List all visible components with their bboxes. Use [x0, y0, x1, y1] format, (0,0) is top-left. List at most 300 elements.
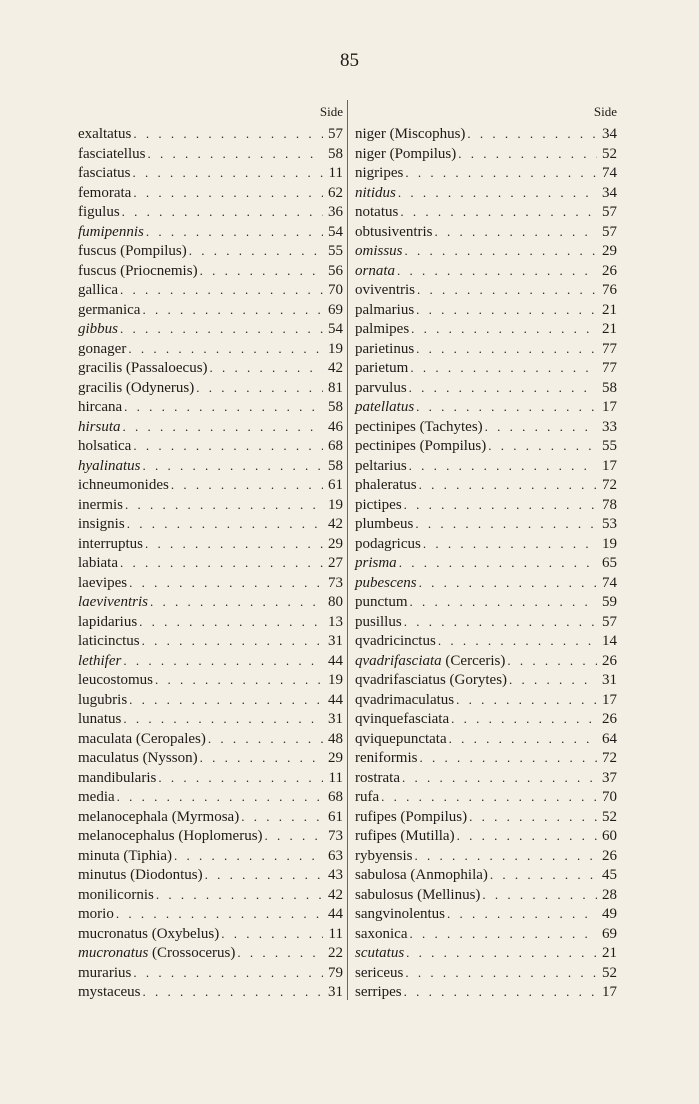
entry-page-number: 49 — [602, 906, 617, 922]
index-entry — [355, 690, 617, 710]
dot-leader — [417, 280, 597, 300]
entry-page-number: 52 — [602, 145, 617, 162]
entry-page-number: 17 — [602, 984, 617, 1000]
index-entry — [355, 456, 617, 476]
dot-leader — [419, 748, 597, 768]
entry-page-number: 19 — [328, 340, 343, 357]
entry-name: germanica — [78, 301, 141, 318]
entry-page-number: 22 — [328, 945, 343, 961]
column-header: Side — [319, 104, 343, 119]
entry-page-number: 44 — [328, 652, 343, 669]
entry-page-number: 78 — [602, 496, 617, 513]
dot-leader — [456, 690, 597, 710]
entry-page-number: 68 — [328, 438, 343, 454]
entry-name — [355, 574, 417, 594]
index-entry — [78, 943, 343, 963]
entry-page-number: 77 — [602, 360, 617, 376]
entry-name: podagricus — [355, 535, 421, 552]
dot-leader — [381, 787, 597, 807]
entry-name: oviventris — [355, 282, 415, 298]
entry-name-italic: prisma — [355, 555, 397, 571]
index-entry — [355, 963, 617, 983]
entry-page-number: 11 — [328, 165, 343, 181]
index-entry — [355, 846, 617, 866]
index-entry — [78, 729, 343, 749]
entry-name: ichneumonides — [78, 477, 169, 493]
entry-name: exaltatus — [78, 126, 132, 142]
entry-page-number: 59 — [602, 594, 617, 610]
entry-page-number: 21 — [602, 301, 617, 318]
entry-name: pictipes — [355, 496, 402, 513]
entry-name: qvadrimaculatus — [355, 691, 455, 708]
entry-name: qvinquefasciata — [355, 711, 450, 727]
entry-page-number: 31 — [328, 711, 343, 727]
dot-leader — [156, 885, 323, 905]
index-entry — [355, 787, 617, 807]
dot-leader — [120, 319, 323, 339]
index-entry — [78, 651, 343, 671]
entry-name: pectinipes (Tachytes) — [355, 418, 483, 435]
index-entry — [78, 495, 343, 515]
entry-name: lunatus — [78, 711, 122, 727]
column-divider — [347, 100, 348, 1000]
dot-leader — [122, 202, 323, 222]
dot-leader — [467, 124, 597, 144]
dot-leader — [132, 163, 323, 183]
entry-name: rufipes (Mutilla) — [355, 828, 455, 844]
dot-leader — [120, 280, 323, 300]
entry-page-number: 76 — [602, 282, 617, 298]
index-entry — [78, 397, 343, 417]
entry-page-number: 31 — [602, 672, 617, 688]
index-entry — [355, 475, 617, 495]
entry-page-number: 70 — [328, 282, 343, 298]
entry-page-number: 29 — [328, 535, 343, 552]
index-entry — [78, 826, 343, 846]
entry-page-number: 34 — [602, 126, 617, 142]
index-entry — [355, 982, 617, 1002]
entry-page-number: 74 — [602, 165, 617, 181]
entry-name: rufipes (Pompilus) — [355, 808, 468, 825]
index-entry — [78, 963, 343, 983]
entry-page-number: 72 — [602, 477, 617, 493]
entry-page-number: 33 — [602, 418, 617, 435]
entry-page-number: 31 — [328, 984, 343, 1000]
entry-name: serripes — [355, 984, 402, 1000]
dot-leader — [123, 417, 323, 437]
entry-name: rufa — [355, 789, 380, 805]
entry-page-number: 54 — [328, 223, 343, 240]
index-entry — [78, 475, 343, 495]
entry-name: parietinus — [355, 340, 415, 357]
entry-name: mandibularis — [78, 769, 157, 786]
index-entry — [78, 222, 343, 242]
entry-page-number: 36 — [328, 204, 343, 220]
entry-name: melanocephalus (Hoplomerus) — [78, 828, 263, 844]
index-entry — [355, 651, 617, 671]
entry-page-number: 73 — [328, 828, 343, 844]
entry-name — [78, 320, 118, 340]
entry-page-number: 27 — [328, 555, 343, 571]
dot-leader — [398, 183, 597, 203]
dot-leader — [155, 670, 323, 690]
entry-page-number: 65 — [602, 555, 617, 571]
dot-leader — [416, 397, 597, 417]
entry-name — [78, 418, 121, 438]
entry-name: hircana — [78, 399, 123, 415]
entry-page-number: 31 — [328, 633, 343, 649]
entry-name: minutus (Diodontus) — [78, 867, 203, 883]
entry-page-number: 61 — [328, 477, 343, 493]
entry-name: maculatus (Nysson) — [78, 750, 198, 766]
entry-page-number: 21 — [602, 945, 617, 961]
entry-name: gracilis (Odynerus) — [78, 379, 195, 396]
index-entry — [355, 339, 617, 359]
index-entry — [78, 807, 343, 827]
entry-name: figulus — [78, 204, 120, 220]
entry-name: leucostomus — [78, 672, 153, 688]
entry-name: saxonica — [355, 925, 408, 942]
index-entry — [355, 183, 617, 203]
dot-leader — [458, 144, 597, 164]
index-entry — [78, 144, 343, 164]
entry-name-italic: patellatus — [355, 399, 415, 415]
dot-leader — [419, 573, 597, 593]
entry-name: plumbeus — [355, 516, 414, 532]
entry-name: rybyensis — [355, 847, 413, 864]
dot-leader — [210, 358, 323, 378]
entry-page-number: 45 — [602, 867, 617, 883]
entry-name: nigripes — [355, 165, 404, 181]
entry-page-number: 58 — [602, 379, 617, 396]
index-entry — [78, 768, 343, 788]
dot-leader — [123, 651, 323, 671]
entry-name — [355, 184, 396, 204]
entry-page-number: 29 — [328, 750, 343, 766]
entry-page-number: 61 — [328, 808, 343, 825]
entry-page-number: 69 — [602, 925, 617, 942]
index-entry — [355, 592, 617, 612]
index-entry — [355, 612, 617, 632]
entry-name: sabulosus (Mellinus) — [355, 886, 481, 903]
entry-name-italic: nitidus — [355, 184, 396, 201]
index-entry — [355, 222, 617, 242]
entry-page-number: 69 — [328, 301, 343, 318]
entry-name: maculata (Ceropales) — [78, 730, 206, 747]
dot-leader — [405, 241, 597, 261]
dot-leader — [410, 358, 597, 378]
dot-leader — [419, 475, 597, 495]
index-entry — [78, 339, 343, 359]
entry-page-number: 42 — [328, 886, 343, 903]
entry-name: qvadrifasciatus (Gorytes) — [355, 672, 508, 688]
entry-name: lugubris — [78, 691, 128, 708]
index-entry — [355, 436, 617, 456]
index-entry — [355, 631, 617, 651]
dot-leader — [142, 631, 323, 651]
entry-page-number: 54 — [328, 321, 343, 337]
dot-leader — [147, 144, 323, 164]
entry-name: punctum — [355, 594, 408, 610]
entry-page-number: 44 — [328, 906, 343, 922]
entry-name: fuscus (Priocnemis) — [78, 262, 198, 279]
index-entry — [355, 163, 617, 183]
index-entry — [355, 358, 617, 378]
dot-leader — [416, 339, 597, 359]
dot-leader — [123, 709, 323, 729]
index-entry — [355, 865, 617, 885]
dot-leader — [415, 846, 598, 866]
dot-leader — [146, 222, 323, 242]
entry-name — [355, 262, 395, 282]
entry-page-number: 58 — [328, 457, 343, 474]
index-entry — [78, 417, 343, 437]
dot-leader — [507, 651, 597, 671]
entry-name: reniformis — [355, 750, 418, 766]
index-entry — [355, 709, 617, 729]
entry-name: monilicornis — [78, 886, 154, 903]
entry-page-number: 58 — [328, 399, 343, 415]
dot-leader — [200, 261, 323, 281]
dot-leader — [509, 670, 597, 690]
entry-name-italic: pubescens — [355, 574, 417, 591]
entry-page-number: 57 — [602, 204, 617, 220]
entry-page-number: 17 — [602, 399, 617, 415]
index-entry — [78, 573, 343, 593]
entry-page-number: 52 — [602, 964, 617, 981]
entry-name: murarius — [78, 964, 132, 981]
dot-leader — [423, 534, 597, 554]
index-column-right — [355, 100, 617, 1002]
index-entry — [78, 358, 343, 378]
entry-name: morio — [78, 906, 114, 922]
dot-leader — [406, 943, 597, 963]
entry-page-number: 62 — [328, 184, 343, 201]
dot-leader — [117, 787, 323, 807]
index-entry — [355, 534, 617, 554]
entry-name: labiata — [78, 555, 118, 571]
index-entry — [355, 573, 617, 593]
entry-name: melanocephala (Myrmosa) — [78, 808, 240, 825]
entry-name: obtusiventris — [355, 223, 433, 240]
entry-page-number: 13 — [328, 613, 343, 630]
dot-leader — [139, 612, 323, 632]
entry-name-italic: lethifer — [78, 652, 122, 669]
index-entry — [78, 261, 343, 281]
entry-name: peltarius — [355, 457, 407, 474]
index-entry — [78, 787, 343, 807]
index-entry — [78, 904, 343, 924]
entry-page-number: 14 — [602, 633, 617, 649]
entry-page-number: 63 — [328, 847, 343, 864]
index-entry — [78, 163, 343, 183]
index-entry — [355, 124, 617, 144]
entry-page-number: 73 — [328, 574, 343, 591]
dot-leader — [200, 748, 323, 768]
index-entry — [355, 144, 617, 164]
entry-name: parietum — [355, 360, 409, 376]
index-entry — [78, 885, 343, 905]
index-entry — [78, 436, 343, 456]
index-entry — [78, 865, 343, 885]
index-entry — [355, 826, 617, 846]
entry-name: pectinipes (Pompilus) — [355, 438, 487, 454]
entry-name: sabulosa (Anmophila) — [355, 867, 488, 883]
entry-page-number: 34 — [602, 184, 617, 201]
dot-leader — [397, 261, 597, 281]
entry-name — [355, 554, 397, 574]
index-entry — [78, 280, 343, 300]
dot-leader — [128, 339, 323, 359]
index-entry — [78, 202, 343, 222]
entry-name-qualifier: (Cerceris) — [441, 652, 506, 669]
entry-name: sericeus — [355, 964, 404, 981]
entry-name: gracilis (Passaloecus) — [78, 360, 208, 376]
entry-name: palmarius — [355, 301, 415, 318]
index-entry — [355, 904, 617, 924]
entry-name-italic: laeviventris — [78, 594, 148, 610]
index-entry — [78, 378, 343, 398]
entry-page-number: 57 — [602, 613, 617, 630]
dot-leader — [127, 514, 323, 534]
entry-name-italic: ornata — [355, 262, 396, 279]
dot-leader — [205, 865, 323, 885]
dot-leader — [143, 456, 324, 476]
entry-page-number: 21 — [602, 321, 617, 337]
entry-name — [355, 398, 414, 418]
index-entry — [355, 300, 617, 320]
dot-leader — [171, 475, 323, 495]
dot-leader — [129, 573, 323, 593]
dot-leader — [410, 592, 598, 612]
index-entry — [78, 300, 343, 320]
entry-page-number: 26 — [602, 262, 617, 279]
entry-name-italic: qvadrifasciata — [355, 652, 442, 669]
dot-leader — [438, 631, 597, 651]
index-entry — [78, 553, 343, 573]
entry-name: sangvinolentus — [355, 906, 445, 922]
entry-name: laevipes — [78, 574, 128, 591]
entry-name: lapidarius — [78, 613, 138, 630]
dot-leader — [237, 943, 323, 963]
entry-page-number: 53 — [602, 516, 617, 532]
entry-name: palmipes — [355, 321, 410, 337]
entry-name-italic: scutatus — [355, 945, 405, 961]
index-entry — [355, 319, 617, 339]
entry-page-number: 17 — [602, 457, 617, 474]
entry-page-number: 26 — [602, 847, 617, 864]
index-entry — [355, 495, 617, 515]
entry-name-italic: hyalinatus — [78, 457, 141, 474]
entry-name — [78, 652, 121, 672]
index-entry — [78, 924, 343, 944]
entry-name: mucronatus (Oxybelus) — [78, 925, 220, 942]
dot-leader — [405, 163, 597, 183]
index-entry — [355, 378, 617, 398]
entry-page-number: 19 — [328, 496, 343, 513]
entry-page-number: 26 — [602, 652, 617, 669]
entry-page-number: 44 — [328, 691, 343, 708]
dot-leader — [409, 456, 597, 476]
dot-leader — [435, 222, 598, 242]
entry-name-italic: gibbus — [78, 321, 119, 337]
dot-leader — [447, 904, 597, 924]
entry-name — [355, 652, 505, 672]
dot-leader — [142, 982, 323, 1002]
dot-leader — [189, 241, 323, 261]
entry-page-number: 68 — [328, 789, 343, 805]
dot-leader — [451, 709, 597, 729]
entry-page-number: 57 — [602, 223, 617, 240]
index-entry — [78, 670, 343, 690]
entry-list — [78, 124, 343, 1002]
entry-name — [355, 242, 403, 262]
dot-leader — [133, 183, 323, 203]
entry-page-number: 55 — [328, 243, 343, 259]
dot-leader — [482, 885, 597, 905]
entry-name-italic: fumipennis — [78, 223, 144, 240]
entry-name — [78, 944, 235, 964]
entry-name: pusillus — [355, 613, 402, 630]
entry-page-number: 81 — [328, 379, 343, 396]
dot-leader — [241, 807, 323, 827]
dot-leader — [404, 495, 597, 515]
entry-page-number: 77 — [602, 340, 617, 357]
dot-leader — [221, 924, 323, 944]
entry-page-number: 46 — [328, 418, 343, 435]
dot-leader — [409, 378, 597, 398]
index-entry — [78, 319, 343, 339]
dot-leader — [404, 982, 597, 1002]
index-entry — [355, 885, 617, 905]
dot-leader — [265, 826, 323, 846]
index-entry — [355, 280, 617, 300]
entry-page-number: 26 — [602, 711, 617, 727]
entry-page-number: 52 — [602, 808, 617, 825]
entry-page-number: 60 — [602, 828, 617, 844]
index-entry — [78, 982, 343, 1002]
dot-leader — [150, 592, 323, 612]
dot-leader — [142, 300, 323, 320]
entry-page-number: 48 — [328, 730, 343, 747]
dot-leader — [409, 924, 597, 944]
entry-page-number: 43 — [328, 867, 343, 883]
entry-name: laticinctus — [78, 633, 140, 649]
entry-page-number: 56 — [328, 262, 343, 279]
dot-leader — [415, 514, 597, 534]
entry-name: fasciatus — [78, 165, 131, 181]
entry-name: femorata — [78, 184, 132, 201]
index-entry — [355, 417, 617, 437]
index-entry — [355, 748, 617, 768]
index-entry — [355, 924, 617, 944]
entry-name: niger (Pompilus) — [355, 145, 457, 162]
dot-leader — [133, 124, 323, 144]
entry-name: inermis — [78, 496, 123, 513]
index-entry — [78, 592, 343, 612]
entry-page-number: 58 — [328, 145, 343, 162]
entry-name: mystaceus — [78, 984, 141, 1000]
dot-leader — [133, 436, 323, 456]
dot-leader — [405, 963, 597, 983]
entry-page-number: 29 — [602, 243, 617, 259]
entry-name: notatus — [355, 204, 399, 220]
index-entry — [78, 456, 343, 476]
entry-name — [78, 593, 148, 613]
index-entry — [78, 514, 343, 534]
index-entry — [78, 846, 343, 866]
dot-leader — [490, 865, 597, 885]
